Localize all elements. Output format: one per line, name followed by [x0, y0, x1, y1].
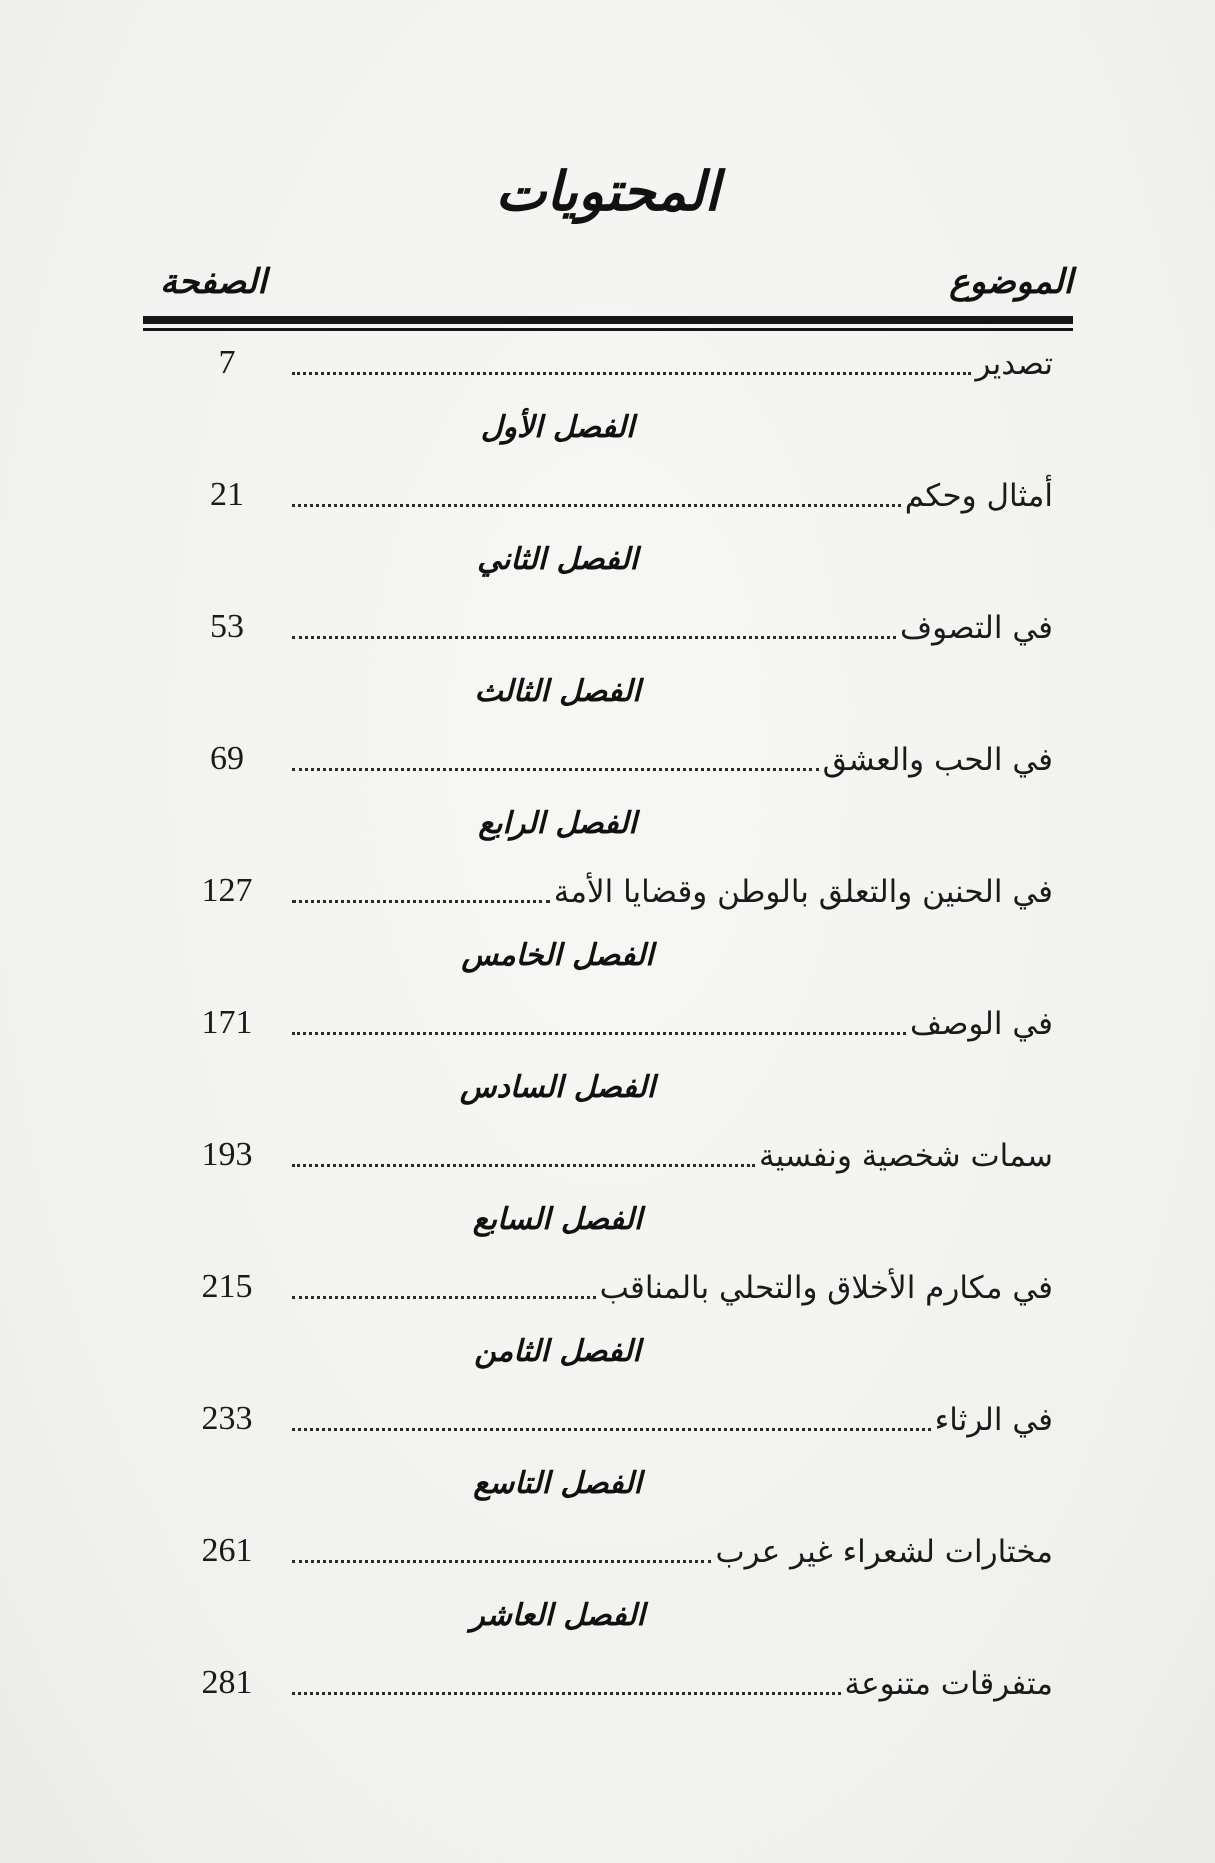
chapter-label: الفصل الثالث	[474, 674, 641, 709]
toc-entry	[140, 1128, 1075, 1192]
chapter-label: الفصل السادس	[459, 1070, 656, 1105]
chapter-heading	[140, 400, 1075, 468]
dot-leader	[292, 504, 901, 507]
dot-leader	[292, 900, 550, 903]
chapter-heading	[140, 1456, 1075, 1524]
dot-leader	[292, 636, 896, 639]
chapter-heading	[140, 796, 1075, 864]
page-number: 261	[201, 1532, 253, 1569]
toc-entry	[140, 600, 1075, 664]
chapter-label: الفصل الخامس	[461, 938, 654, 973]
toc-entry	[140, 1524, 1075, 1588]
dot-leader	[292, 1296, 596, 1299]
toc-entry	[140, 1260, 1075, 1324]
entry-title: مختارات لشعراء غير عرب	[715, 1534, 1053, 1570]
dot-leader	[292, 1428, 931, 1431]
chapter-heading	[140, 1324, 1075, 1392]
page-number: 281	[201, 1664, 253, 1701]
entry-title: سمات شخصية ونفسية	[759, 1138, 1053, 1174]
chapter-heading	[140, 928, 1075, 996]
entry-title: متفرقات متنوعة	[844, 1666, 1053, 1702]
chapter-label: الفصل السابع	[472, 1202, 643, 1237]
entry-title: في التصوف	[900, 610, 1053, 646]
dot-leader	[292, 1032, 906, 1035]
chapter-label: الفصل الثامن	[474, 1334, 641, 1369]
chapter-label: الفصل الثاني	[477, 542, 638, 577]
page-number: 171	[201, 1004, 253, 1041]
toc-entry	[140, 1392, 1075, 1456]
topic-column-label: الموضوع	[949, 262, 1073, 302]
table-of-contents	[140, 336, 1075, 1720]
dot-leader	[292, 1164, 755, 1167]
page-number: 69	[210, 740, 244, 777]
page-column-label: الصفحة	[160, 262, 267, 302]
page-number: 7	[218, 344, 236, 381]
chapter-heading	[140, 532, 1075, 600]
page-number: 193	[201, 1136, 253, 1173]
entry-title: في الرثاء	[934, 1402, 1053, 1438]
page-number: 21	[210, 476, 244, 513]
entry-title: أمثال وحكم	[904, 478, 1053, 514]
entry-title: في الحب والعشق	[822, 742, 1053, 778]
entry-title: تصدير	[975, 346, 1053, 382]
entry-title: في مكارم الأخلاق والتحلي بالمناقب	[599, 1270, 1053, 1306]
page-number: 127	[201, 872, 253, 909]
chapter-heading	[140, 1192, 1075, 1260]
page-number: 215	[201, 1268, 253, 1305]
chapter-label: الفصل الرابع	[478, 806, 637, 841]
toc-entry	[140, 468, 1075, 532]
chapter-heading	[140, 1588, 1075, 1656]
header-rule-thin	[143, 328, 1073, 331]
toc-header	[140, 262, 1073, 312]
dot-leader	[292, 768, 819, 771]
dot-leader	[292, 1560, 711, 1563]
chapter-label: الفصل التاسع	[473, 1466, 642, 1501]
toc-entry	[140, 996, 1075, 1060]
dot-leader	[292, 1692, 841, 1695]
chapter-heading	[140, 1060, 1075, 1128]
page-number: 53	[210, 608, 244, 645]
page-number: 233	[201, 1400, 253, 1437]
page-title: المحتويات	[495, 160, 720, 223]
chapter-label: الفصل الأول	[480, 410, 635, 445]
toc-entry	[140, 1656, 1075, 1720]
dot-leader	[292, 372, 971, 375]
entry-title: في الوصف	[910, 1006, 1053, 1042]
entry-title: في الحنين والتعلق بالوطن وقضايا الأمة	[553, 874, 1053, 910]
toc-entry	[140, 732, 1075, 796]
toc-entry	[140, 336, 1075, 400]
chapter-heading	[140, 664, 1075, 732]
toc-entry	[140, 864, 1075, 928]
header-rule-thick	[143, 316, 1073, 324]
chapter-label: الفصل العاشر	[470, 1598, 645, 1633]
